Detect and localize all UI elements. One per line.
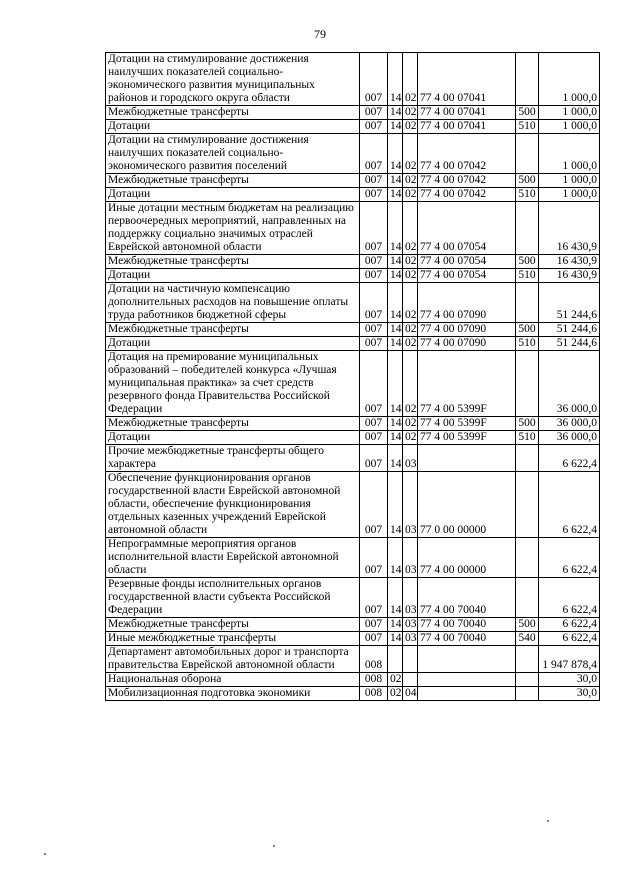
row-amount: 1 000,0 (539, 106, 600, 120)
row-amount: 36 000,0 (539, 351, 600, 417)
row-name: Дотация на премирование муниципальных образований – победителей конкурса «Лучшая муниципальная практика» за счет средств резервного фонда Правительства Российской Федерации (106, 351, 360, 417)
row-name: Дотации на стимулирование достижения наилучших показателей социально-экономического развития поселений (106, 134, 360, 174)
row-subsection-code: 02 (403, 106, 418, 120)
row-amount: 16 430,9 (539, 202, 600, 255)
row-subsection-code: 02 (403, 431, 418, 445)
row-amount: 16 430,9 (539, 269, 600, 283)
row-amount: 6 622,4 (539, 472, 600, 538)
row-name: Дотации (106, 337, 360, 351)
table-row (106, 283, 600, 323)
table-row (106, 687, 600, 701)
row-name: Иные дотации местным бюджетам на реализацию первоочередных мероприятий, направленных на поддержку социально значимых отраслей Еврейской автономной области (106, 202, 360, 255)
table-row (106, 134, 600, 174)
row-section-code: 14 (388, 431, 403, 445)
row-amount: 6 622,4 (539, 538, 600, 578)
row-ved-code: 008 (360, 673, 388, 687)
row-section-code: 02 (388, 687, 403, 701)
row-amount: 6 622,4 (539, 445, 600, 472)
row-amount: 36 000,0 (539, 431, 600, 445)
table-row (106, 632, 600, 646)
row-name: Межбюджетные трансферты (106, 323, 360, 337)
row-section-code: 14 (388, 578, 403, 618)
row-section-code: 14 (388, 202, 403, 255)
table-row (106, 351, 600, 417)
row-ved-code: 007 (360, 134, 388, 174)
row-target-article-code (418, 445, 516, 472)
row-subsection-code: 03 (403, 445, 418, 472)
table-row (106, 202, 600, 255)
row-expense-type-code: 500 (516, 106, 539, 120)
row-ved-code: 007 (360, 431, 388, 445)
row-target-article-code (418, 646, 516, 673)
row-target-article-code: 77 4 00 00000 (418, 538, 516, 578)
row-target-article-code (418, 687, 516, 701)
row-ved-code: 007 (360, 632, 388, 646)
row-target-article-code: 77 4 00 5399F (418, 417, 516, 431)
row-section-code: 14 (388, 323, 403, 337)
row-name: Межбюджетные трансферты (106, 417, 360, 431)
table-row (106, 53, 600, 106)
row-subsection-code: 02 (403, 188, 418, 202)
row-name: Дотации (106, 269, 360, 283)
row-ved-code: 007 (360, 472, 388, 538)
row-target-article-code: 77 4 00 07054 (418, 269, 516, 283)
table-row (106, 188, 600, 202)
scan-speck (547, 820, 549, 822)
row-section-code: 14 (388, 174, 403, 188)
row-subsection-code: 02 (403, 134, 418, 174)
row-expense-type-code: 540 (516, 632, 539, 646)
row-ved-code: 007 (360, 323, 388, 337)
row-section-code: 14 (388, 417, 403, 431)
row-section-code: 14 (388, 120, 403, 134)
table-row (106, 337, 600, 351)
row-target-article-code: 77 4 00 07090 (418, 283, 516, 323)
row-expense-type-code: 510 (516, 337, 539, 351)
row-amount: 16 430,9 (539, 255, 600, 269)
row-amount: 30,0 (539, 673, 600, 687)
row-expense-type-code (516, 202, 539, 255)
table-row (106, 269, 600, 283)
row-section-code: 14 (388, 134, 403, 174)
row-target-article-code: 77 4 00 5399F (418, 351, 516, 417)
row-subsection-code: 02 (403, 174, 418, 188)
row-section-code: 14 (388, 188, 403, 202)
row-subsection-code: 02 (403, 337, 418, 351)
row-amount: 6 622,4 (539, 618, 600, 632)
row-expense-type-code: 500 (516, 255, 539, 269)
row-expense-type-code (516, 53, 539, 106)
row-expense-type-code (516, 673, 539, 687)
row-name: Непрограммные мероприятия органов исполнительной власти Еврейской автономной области (106, 538, 360, 578)
row-amount: 6 622,4 (539, 632, 600, 646)
row-amount: 51 244,6 (539, 283, 600, 323)
row-target-article-code: 77 4 00 07042 (418, 134, 516, 174)
row-ved-code: 008 (360, 687, 388, 701)
row-target-article-code (418, 673, 516, 687)
row-subsection-code: 03 (403, 632, 418, 646)
row-amount: 51 244,6 (539, 323, 600, 337)
row-subsection-code (403, 646, 418, 673)
row-section-code: 14 (388, 106, 403, 120)
row-amount: 36 000,0 (539, 417, 600, 431)
row-subsection-code: 02 (403, 351, 418, 417)
row-section-code: 14 (388, 445, 403, 472)
row-amount: 1 000,0 (539, 188, 600, 202)
row-name: Дотации на частичную компенсацию дополнительных расходов на повышение оплаты труда работников бюджетной сферы (106, 283, 360, 323)
table-row (106, 255, 600, 269)
row-ved-code: 007 (360, 53, 388, 106)
row-ved-code: 008 (360, 646, 388, 673)
scan-speck (44, 853, 46, 855)
row-target-article-code: 77 4 00 07042 (418, 174, 516, 188)
table-row (106, 673, 600, 687)
row-target-article-code: 77 4 00 07054 (418, 255, 516, 269)
row-amount: 1 000,0 (539, 174, 600, 188)
row-section-code: 14 (388, 632, 403, 646)
row-name: Межбюджетные трансферты (106, 106, 360, 120)
row-section-code: 02 (388, 673, 403, 687)
row-subsection-code: 02 (403, 269, 418, 283)
row-ved-code: 007 (360, 188, 388, 202)
table-row (106, 120, 600, 134)
row-ved-code: 007 (360, 351, 388, 417)
row-name: Резервные фонды исполнительных органов государственной власти субъекта Российской Федерации (106, 578, 360, 618)
row-ved-code: 007 (360, 337, 388, 351)
row-target-article-code: 77 4 00 07054 (418, 202, 516, 255)
table-row (106, 538, 600, 578)
row-ved-code: 007 (360, 174, 388, 188)
row-expense-type-code: 500 (516, 618, 539, 632)
row-target-article-code: 77 4 00 07042 (418, 188, 516, 202)
row-ved-code: 007 (360, 120, 388, 134)
row-ved-code: 007 (360, 255, 388, 269)
row-target-article-code: 77 4 00 5399F (418, 431, 516, 445)
row-expense-type-code (516, 687, 539, 701)
page-number: 79 (314, 27, 326, 41)
row-target-article-code: 77 4 00 07041 (418, 120, 516, 134)
row-section-code: 14 (388, 53, 403, 106)
row-name: Дотации (106, 431, 360, 445)
row-ved-code: 007 (360, 445, 388, 472)
row-expense-type-code: 510 (516, 188, 539, 202)
row-section-code: 14 (388, 283, 403, 323)
row-section-code: 14 (388, 618, 403, 632)
row-subsection-code: 02 (403, 323, 418, 337)
row-name: Дотации (106, 120, 360, 134)
table-row (106, 445, 600, 472)
row-name: Обеспечение функционирования органов государственной власти Еврейской автономной области, обеспечение функционирования отдельных казенных учреждений Еврейской автономной области (106, 472, 360, 538)
row-target-article-code: 77 4 00 07090 (418, 323, 516, 337)
row-section-code: 14 (388, 255, 403, 269)
budget-table (105, 52, 600, 701)
row-amount: 1 000,0 (539, 134, 600, 174)
row-ved-code: 007 (360, 618, 388, 632)
row-expense-type-code: 500 (516, 323, 539, 337)
table-row (106, 174, 600, 188)
row-subsection-code: 02 (403, 283, 418, 323)
row-amount: 6 622,4 (539, 578, 600, 618)
row-ved-code: 007 (360, 106, 388, 120)
scan-speck (273, 845, 275, 847)
row-ved-code: 007 (360, 283, 388, 323)
row-section-code: 14 (388, 472, 403, 538)
row-subsection-code: 02 (403, 120, 418, 134)
row-target-article-code: 77 4 00 70040 (418, 618, 516, 632)
row-subsection-code: 02 (403, 53, 418, 106)
row-name: Прочие межбюджетные трансферты общего характера (106, 445, 360, 472)
row-ved-code: 007 (360, 417, 388, 431)
row-name: Департамент автомобильных дорог и транспорта правительства Еврейской автономной области (106, 646, 360, 673)
row-subsection-code: 04 (403, 687, 418, 701)
row-expense-type-code (516, 472, 539, 538)
row-expense-type-code: 500 (516, 417, 539, 431)
row-section-code: 14 (388, 538, 403, 578)
table-row (106, 578, 600, 618)
row-expense-type-code (516, 445, 539, 472)
row-amount: 30,0 (539, 687, 600, 701)
row-expense-type-code (516, 351, 539, 417)
row-subsection-code: 03 (403, 538, 418, 578)
row-expense-type-code (516, 538, 539, 578)
row-expense-type-code: 500 (516, 174, 539, 188)
table-body (106, 53, 600, 701)
row-section-code: 14 (388, 351, 403, 417)
row-target-article-code: 77 4 00 70040 (418, 632, 516, 646)
row-amount: 1 000,0 (539, 53, 600, 106)
row-expense-type-code (516, 646, 539, 673)
row-target-article-code: 77 4 00 07041 (418, 53, 516, 106)
row-target-article-code: 77 0 00 00000 (418, 472, 516, 538)
table-row (106, 618, 600, 632)
row-subsection-code: 03 (403, 472, 418, 538)
row-amount: 1 947 878,4 (539, 646, 600, 673)
row-section-code: 14 (388, 269, 403, 283)
table-row (106, 106, 600, 120)
row-subsection-code: 02 (403, 255, 418, 269)
row-expense-type-code: 510 (516, 431, 539, 445)
row-ved-code: 007 (360, 202, 388, 255)
table-row (106, 323, 600, 337)
row-ved-code: 007 (360, 578, 388, 618)
table-row (106, 431, 600, 445)
row-name: Межбюджетные трансферты (106, 174, 360, 188)
row-subsection-code (403, 673, 418, 687)
row-name: Межбюджетные трансферты (106, 618, 360, 632)
row-ved-code: 007 (360, 269, 388, 283)
row-target-article-code: 77 4 00 07090 (418, 337, 516, 351)
row-name: Дотации на стимулирование достижения наилучших показателей социально-экономического развития муниципальных районов и городского округа области (106, 53, 360, 106)
table-row (106, 417, 600, 431)
row-ved-code: 007 (360, 538, 388, 578)
row-subsection-code: 03 (403, 578, 418, 618)
row-subsection-code: 03 (403, 618, 418, 632)
row-name: Дотации (106, 188, 360, 202)
row-subsection-code: 02 (403, 202, 418, 255)
row-section-code (388, 646, 403, 673)
row-expense-type-code: 510 (516, 269, 539, 283)
row-expense-type-code (516, 283, 539, 323)
row-section-code: 14 (388, 337, 403, 351)
row-expense-type-code (516, 578, 539, 618)
table-row (106, 472, 600, 538)
row-target-article-code: 77 4 00 70040 (418, 578, 516, 618)
row-expense-type-code: 510 (516, 120, 539, 134)
row-amount: 51 244,6 (539, 337, 600, 351)
row-name: Мобилизационная подготовка экономики (106, 687, 360, 701)
row-amount: 1 000,0 (539, 120, 600, 134)
row-name: Межбюджетные трансферты (106, 255, 360, 269)
row-name: Иные межбюджетные трансферты (106, 632, 360, 646)
row-expense-type-code (516, 134, 539, 174)
row-name: Национальная оборона (106, 673, 360, 687)
table-row (106, 646, 600, 673)
row-subsection-code: 02 (403, 417, 418, 431)
row-target-article-code: 77 4 00 07041 (418, 106, 516, 120)
